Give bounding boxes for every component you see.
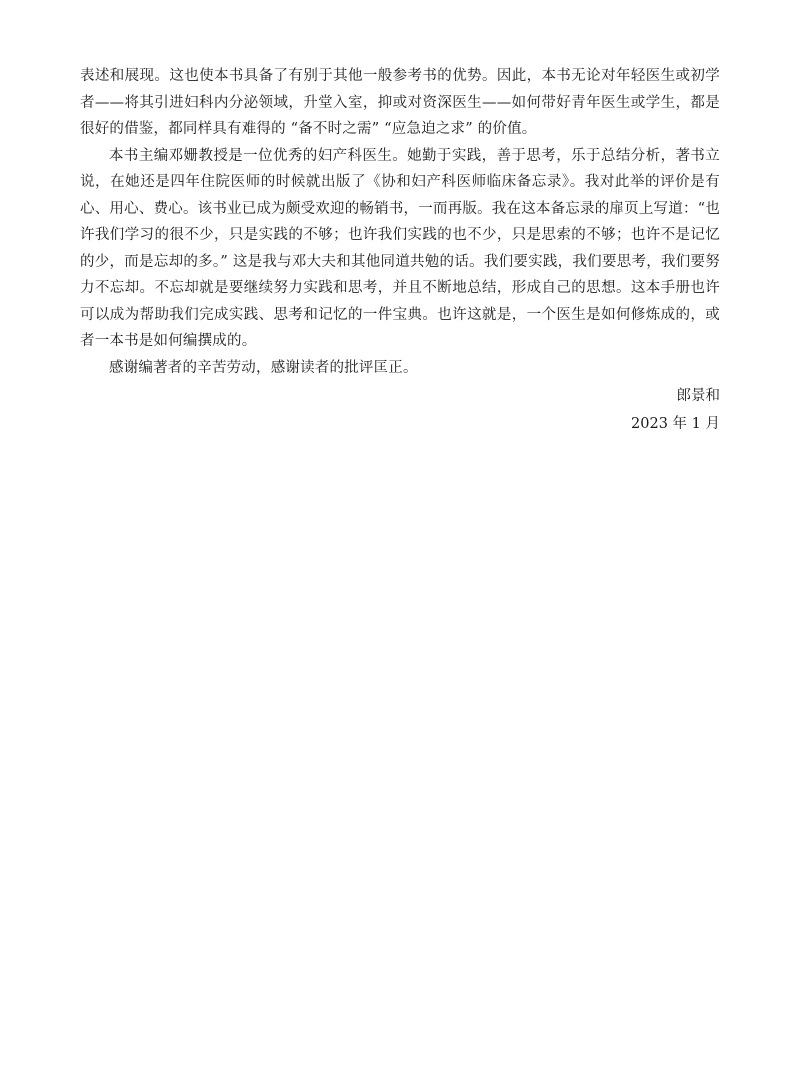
signature-author: 郎景和 bbox=[676, 388, 720, 404]
signature-date: 2023 年 1 月 bbox=[631, 416, 720, 432]
signature-block bbox=[631, 382, 720, 438]
body-text bbox=[80, 63, 720, 381]
paragraph-continued: 表述和展现。这也使本书具备了有别于其他一般参考书的优势。因此，本书无论对年轻医生或初学者——将其引进妇科内分泌领域，升堂入室，抑或对资深医生——如何带好青年医生或学生，都是很好的借鉴，都同样具有难得的 “备不时之需” “应急迫之求” 的价值。 bbox=[80, 68, 720, 137]
paragraph-thanks: 感谢编著者的辛苦劳动，感谢读者的批评匡正。 bbox=[109, 359, 418, 376]
paragraph-editor-intro: 本书主编邓姗教授是一位优秀的妇产科医生。她勤于实践，善于思考，乐于总结分析，著书立说，在她还是四年住院医师的时候就出版了《协和妇产科医师临床备忘录》。我对此举的评价是有心、用心、费心。该书业已成为颇受欢迎的畅销书，一而再版。我在这本备忘录的扉页上写道：“也许我们学习的很不少，只是实践的不够；也许我们实践的也不少，只是思索的不够；也许不是记忆的少，而是忘却的多。” 这是我与邓大夫和其他同道共勉的话。我们要实践，我们要思考，我们要努力不忘却。不忘却就是要继续努力实践和思考，并且不断地总结，形成自己的思想。这本手册也许可以成为帮助我们完成实践、思考和记忆的一件宝典。也许这就是，一个医生是如何修炼成的，或者一本书是如何编撰成的。 bbox=[80, 147, 720, 349]
